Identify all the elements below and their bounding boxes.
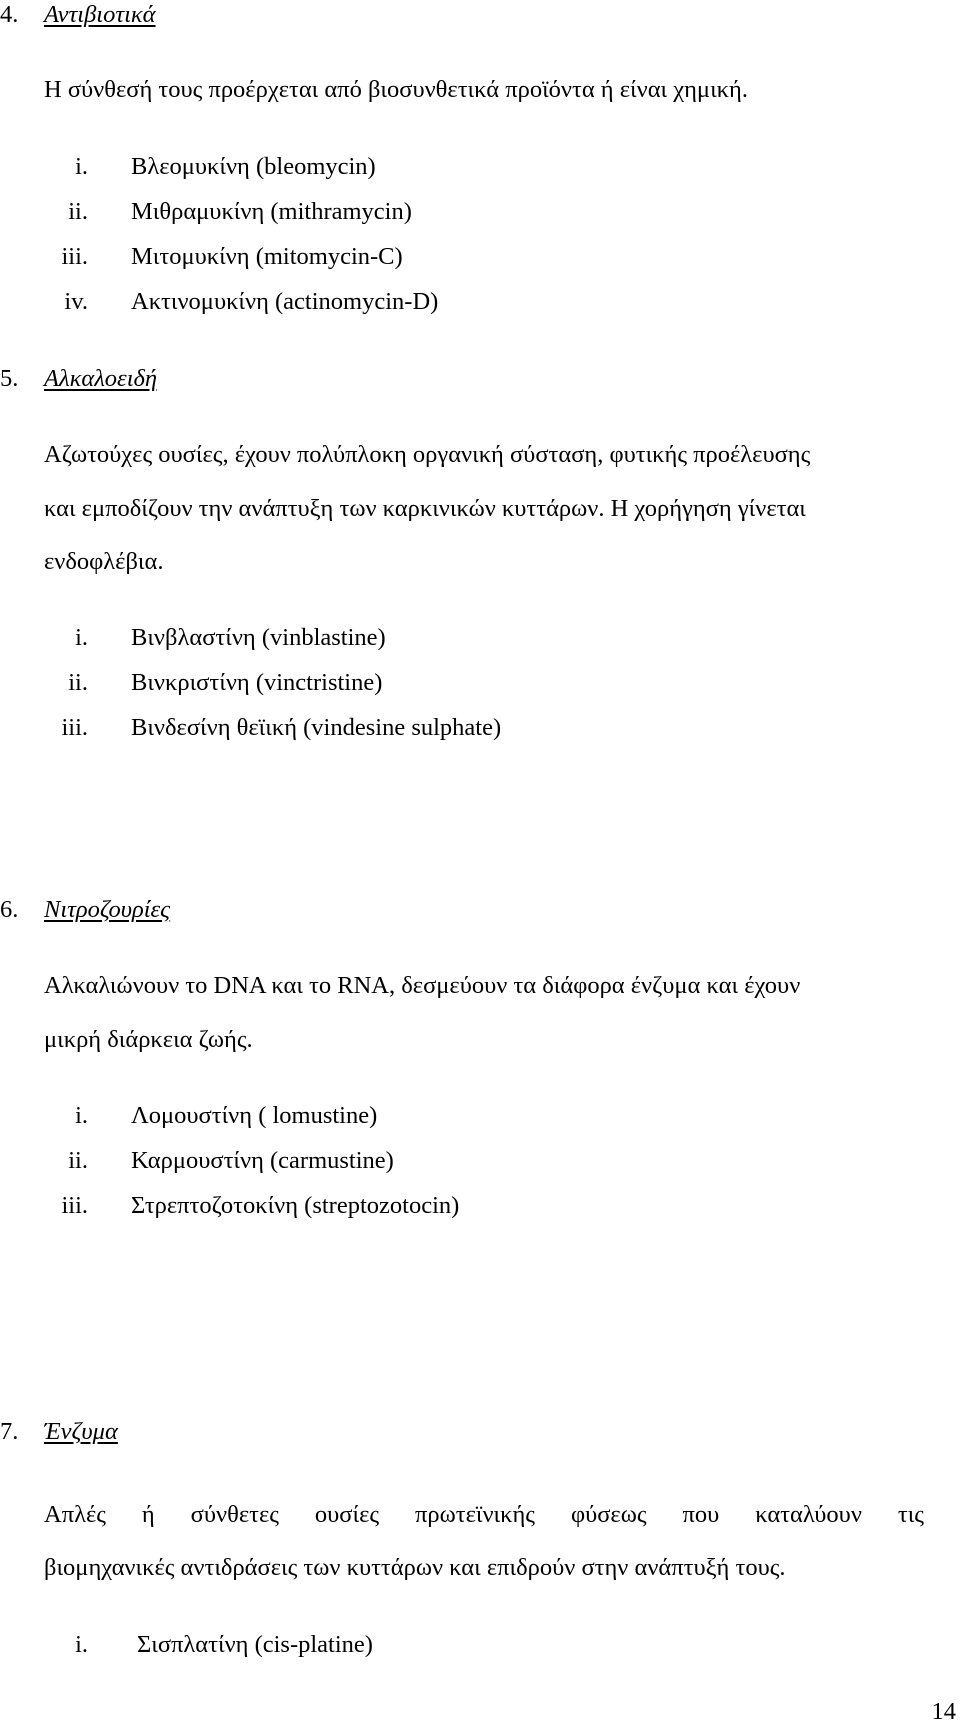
list-numeral: ii. <box>68 669 88 696</box>
list-numeral: ii. <box>68 1147 88 1174</box>
list-numeral: i. <box>75 1102 88 1129</box>
section-5-paragraph-line: Αζωτούχες ουσίες, έχουν πολύπλοκη οργανική σύσταση, φυτικής προέλευσης <box>44 441 811 468</box>
list-numeral: ii. <box>68 198 88 225</box>
section-title: Ένζυμα <box>44 1418 118 1445</box>
list-item-text: Μιτομυκίνη (mitomycin-C) <box>131 243 403 270</box>
list-numeral: iii. <box>61 714 88 741</box>
list-numeral: iii. <box>61 243 88 270</box>
section-6-paragraph-line: μικρή διάρκεια ζωής. <box>44 1026 253 1053</box>
section-4-paragraph-line: Η σύνθεσή τους προέρχεται από βιοσυνθετικά προϊόντα ή είναι χημική. <box>44 76 748 103</box>
section-number: 7. <box>0 1418 19 1445</box>
list-item-text: Βινβλαστίνη (vinblastine) <box>131 624 386 651</box>
list-numeral: iv. <box>64 288 88 315</box>
list-numeral: i. <box>75 624 88 651</box>
list-numeral: i. <box>75 153 88 180</box>
section-title: Αντιβιοτικά <box>44 1 156 28</box>
list-numeral: i. <box>75 1631 88 1658</box>
list-item-text: Ακτινομυκίνη (actinomycin-D) <box>131 288 439 315</box>
section-title: Αλκαλοειδή <box>44 365 158 392</box>
list-item-text: Σισπλατίνη (cis-platine) <box>137 1631 373 1658</box>
list-item-text: Βινκριστίνη (vinctristine) <box>131 669 383 696</box>
list-item-text: Βινδεσίνη θεϊική (vindesine sulphate) <box>131 714 502 741</box>
section-number: 4. <box>0 1 19 28</box>
section-number: 5. <box>0 365 19 392</box>
section-5-paragraph-line: και εμποδίζουν την ανάπτυξη των καρκινικών κυττάρων. Η χορήγηση γίνεται <box>44 495 806 522</box>
section-7-paragraph-line: Απλές ή σύνθετες ουσίες πρωτεϊνικής φύσεως που καταλύουν τις <box>44 1501 924 1528</box>
list-item-text: Βλεομυκίνη (bleomycin) <box>131 153 376 180</box>
list-item-text: Καρμουστίνη (carmustine) <box>131 1147 394 1174</box>
section-6-paragraph-line: Αλκαλιώνουν το DNA και το RNA, δεσμεύουν τα διάφορα ένζυμα και έχουν <box>44 972 801 999</box>
section-number: 6. <box>0 896 19 923</box>
list-item-text: Λομουστίνη ( lomustine) <box>131 1102 378 1129</box>
list-numeral: iii. <box>61 1192 88 1219</box>
section-5-paragraph-line: ενδοφλέβια. <box>44 548 164 575</box>
section-title: Νιτροζουρίες <box>44 896 171 923</box>
list-item-text: Μιθραμυκίνη (mithramycin) <box>131 198 412 225</box>
section-7-paragraph-line: βιομηχανικές αντιδράσεις των κυττάρων και επιδρούν στην ανάπτυξή τους. <box>44 1554 786 1581</box>
list-item-text: Στρεπτοζοτοκίνη (streptozotocin) <box>131 1192 460 1219</box>
page-number: 14 <box>931 1698 956 1725</box>
